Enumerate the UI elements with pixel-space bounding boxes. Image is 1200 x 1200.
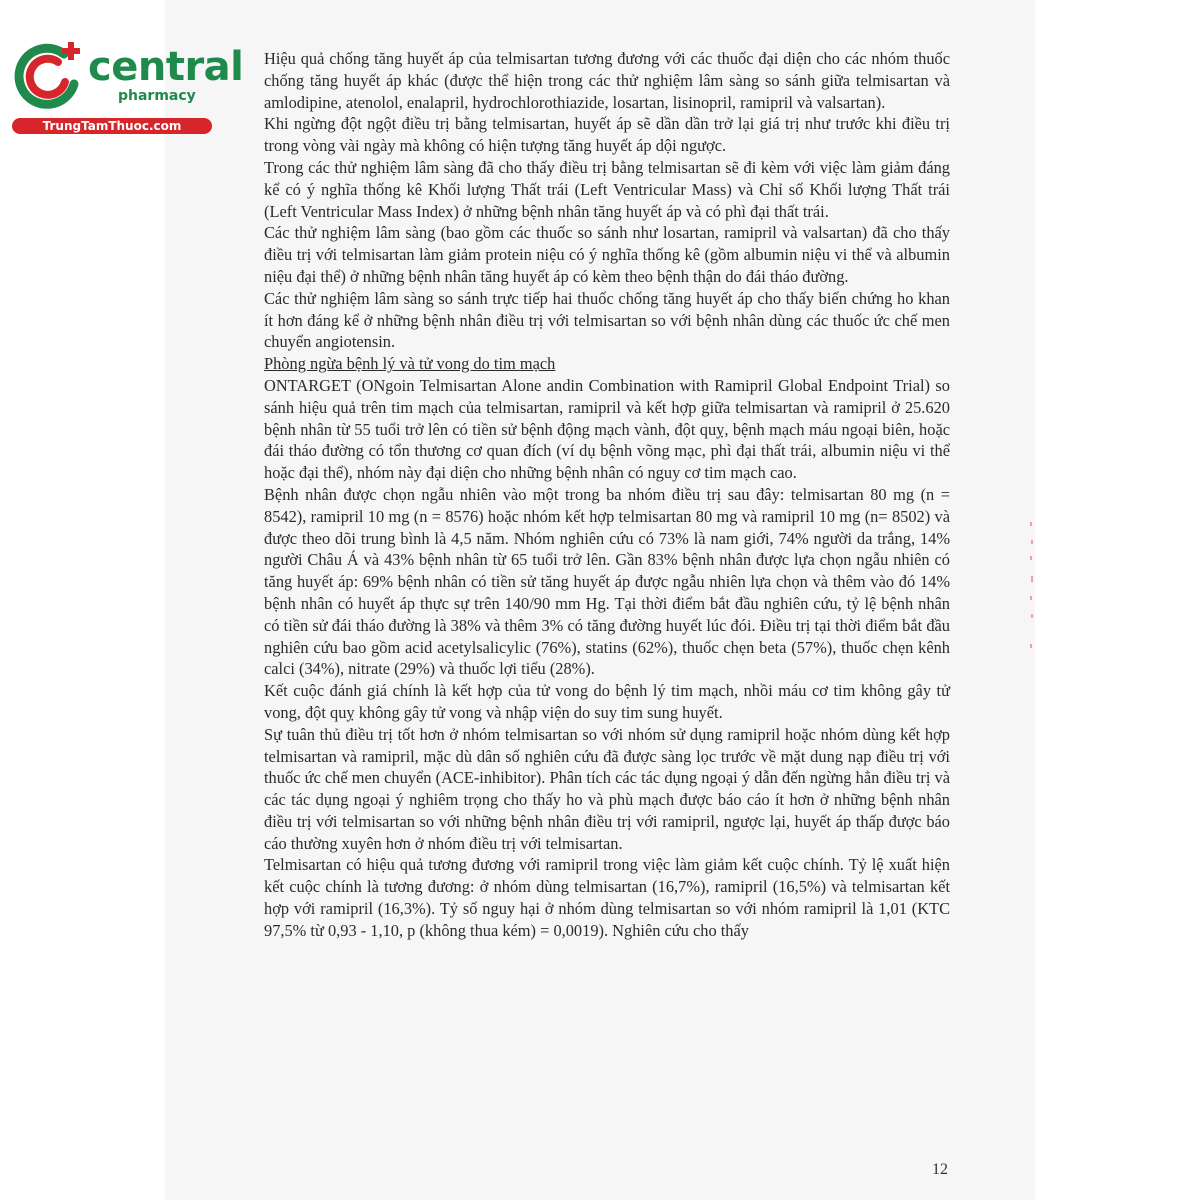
paragraph: Sự tuân thủ điều trị tốt hơn ở nhóm telmisartan so với nhóm sử dụng ramipril hoặc nhóm dùng kết hợp telmisartan và ramipril, mặc dù dân số nghiên cứu đã được sàng lọc trước về mặt dung nạp điều trị với thuốc ức chế men chuyển (ACE-inhibitor). Phân tích các tác dụng ngoại ý dẫn đến ngừng hẳn điều trị và các tác dụng ngoại ý nghiêm trọng cho thấy ho và phù mạch được báo cáo ít hơn ở những bệnh nhân điều trị với telmisartan so với những bệnh nhân điều trị với ramipril, ngược lại, huyết áp thấp được báo cáo thường xuyên hơn ở nhóm điều trị với telmisartan. [264, 724, 950, 853]
logo-website-banner: TrungTamThuoc.com [12, 118, 212, 134]
margin-mark [1030, 596, 1032, 600]
page-number: 12 [932, 1161, 948, 1178]
margin-mark [1030, 644, 1032, 648]
logo-subtitle: pharmacy [118, 88, 196, 104]
margin-mark [1031, 614, 1033, 618]
paragraph: Kết cuộc đánh giá chính là kết hợp của tử vong do bệnh lý tim mạch, nhồi máu cơ tim không gây tử vong, đột quỵ không gây tử vong và nhập viện do suy tim sung huyết. [264, 681, 950, 722]
section-heading: Phòng ngừa bệnh lý và tử vong do tim mạch [264, 354, 556, 374]
paragraph: Bệnh nhân được chọn ngẫu nhiên vào một trong ba nhóm điều trị sau đây: telmisartan 80 mg (n = 8542), ramipril 10 mg (n = 8576) hoặc nhóm kết hợp telmisartan 80 mg và ramipril 10 mg (n= 8502) và được theo dõi trung bình là 4,5 năm. Nhóm nghiên cứu có 73% là nam giới, 74% người da trắng, 14% người Châu Á và 43% bệnh nhân từ 65 tuổi trở lên. Gần 83% bệnh nhân được lựa chọn ngẫu nhiên có tăng huyết áp: 69% bệnh nhân có tiền sử tăng huyết áp được ngẫu nhiên lựa chọn và thêm vào đó 14% bệnh nhân có huyết áp thực sự trên 140/90 mm Hg. Tại thời điểm bắt đầu nghiên cứu, tỷ lệ bệnh nhân có tiền sử đái tháo đường là 38% và thêm 3% có tăng đường huyết lúc đói. Điều trị tại thời điểm bắt đầu nghiên cứu bao gồm acid acetylsalicylic (76%), statins (62%), thuốc chẹn beta (57%), thuốc chẹn kênh calci (34%), nitrate (29%) và thuốc lợi tiểu (28%). [264, 484, 950, 679]
paragraph: Telmisartan có hiệu quả tương đương với ramipril trong việc làm giảm kết cuộc chính. Tỷ lệ xuất hiện kết cuộc chính là tương đương: ở nhóm dùng telmisartan (16,7%), ramipril (16,5%) và telmisartan kết hợp với ramipril (16,3%). Tỷ số nguy hại ở nhóm dùng telmisartan so với nhóm ramipril là 1,01 (KTC 97,5% từ 0,93 - 1,10, p (không thua kém) = 0,0019). Nghiên cứu cho thấy [264, 855, 950, 940]
paragraph: Khi ngừng đột ngột điều trị bằng telmisartan, huyết áp sẽ dần dần trở lại giá trị như trước khi điều trị trong vòng vài ngày mà không có hiện tượng tăng huyết áp dội ngược. [264, 114, 950, 156]
margin-mark [1030, 522, 1032, 526]
central-pharmacy-logo[interactable] [8, 36, 244, 136]
paragraph: Trong các thử nghiệm lâm sàng đã cho thấy điều trị bằng telmisartan sẽ đi kèm với việc làm giảm đáng kể có ý nghĩa thống kê Khối lượng Thất trái (Left Ventricular Mass) và Chỉ số Khối lượng Thất trái (Left Ventricular Mass Index) ở những bệnh nhân tăng huyết áp và có phì đại thất trái. [264, 157, 950, 221]
margin-mark [1031, 576, 1033, 582]
margin-mark [1031, 540, 1033, 544]
paragraph: Các thử nghiệm lâm sàng (bao gồm các thuốc so sánh như losartan, ramipril và valsartan) đã cho thấy điều trị với telmisartan làm giảm protein niệu có ý nghĩa thống kê (gồm albumin niệu vi thể và albumin niệu đại thể) ở những bệnh nhân tăng huyết áp có kèm theo bệnh thận do đái tháo đường. [264, 223, 950, 286]
paragraph: Các thử nghiệm lâm sàng so sánh trực tiếp hai thuốc chống tăng huyết áp cho thấy biến chứng ho khan ít hơn đáng kể ở những bệnh nhân điều trị với telmisartan so với bệnh nhân dùng các thuốc ức chế men chuyển angiotensin. [264, 288, 950, 352]
margin-mark [1030, 556, 1032, 560]
paragraph: ONTARGET (ONgoin Telmisartan Alone andin Combination with Ramipril Global Endpoint Trial) so sánh hiệu quả trên tim mạch của telmisartan, ramipril và kết hợp giữa telmisartan và ramipril ở 25.620 bệnh nhân từ 55 tuổi trở lên có tiền sử bệnh động mạch vành, đột quỵ, bệnh mạch máu ngoại biên, hoặc đái tháo đường có tổn thương cơ quan đích (ví dụ bệnh võng mạc, phì đại thất trái, albumin niệu vi thể hoặc đại thể), nhóm này đại diện cho những bệnh nhân có nguy cơ tim mạch cao. [264, 375, 950, 483]
pharmacy-cross-ring-icon [12, 40, 86, 114]
paragraph: Hiệu quả chống tăng huyết áp của telmisartan tương đương với các thuốc đại diện cho các nhóm thuốc chống tăng huyết áp khác (được thể hiện trong các thử nghiệm lâm sàng so sánh giữa telmisartan và amlodipine, atenolol, enalapril, hydrochlorothiazide, losartan, lisinopril, ramipril và valsartan). [264, 49, 950, 112]
document-body [264, 48, 950, 942]
logo-brand-name: central [88, 44, 244, 90]
